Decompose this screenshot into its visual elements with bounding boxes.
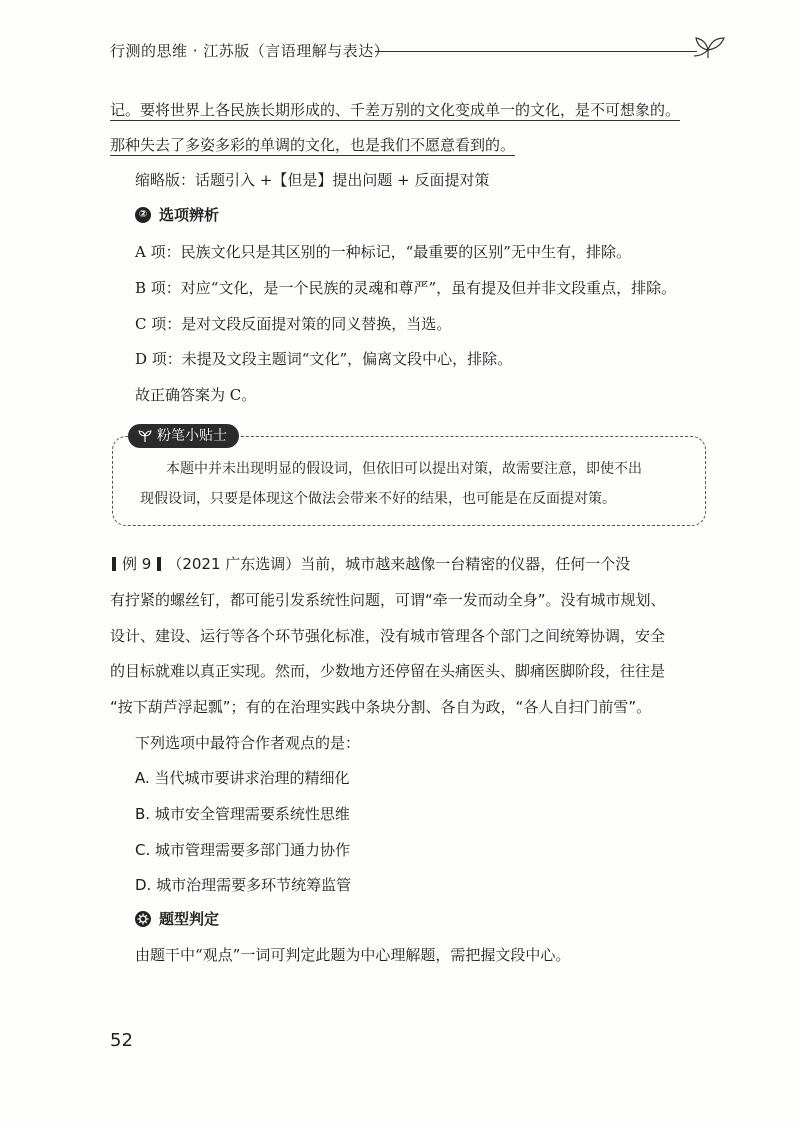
example-bracket-right (157, 557, 161, 571)
tip-line-1: 本题中并未出现明显的假设词，但依旧可以提出对策，故需要注意，即使不出 (166, 461, 642, 477)
option-analysis-b: B 项：对应“文化，是一个民族的灵魂和尊严”，虽有提及但并非文段重点，排除。 (135, 279, 677, 297)
tip-badge (128, 424, 239, 448)
summary-line: 缩略版：话题引入 +【但是】提出问题 + 反面提对策 (135, 171, 490, 189)
page-number: 52 (110, 1030, 133, 1051)
header-rule (375, 51, 697, 52)
option-analysis-c: C 项：是对文段反面提对策的同义替换，当选。 (135, 315, 452, 333)
choice-d: D. 城市治理需要多环节统筹监管 (135, 876, 352, 894)
leaf-icon (138, 429, 152, 443)
passage-line-1 (110, 98, 680, 122)
passage-line-2 (110, 133, 515, 157)
analysis-circle-icon: ② (135, 207, 151, 223)
example-label: 例 9 (122, 555, 152, 573)
passage-line-1-text: 记。要将世界上各民族长期形成的、千差万别的文化变成单一的文化，是不可想象的。 (110, 101, 681, 119)
example-line-1-text: （2021 广东选调）当前，城市越来越像一台精密的仪器，任何一个没 (167, 555, 631, 573)
analysis-heading-text: 选项辨析 (159, 206, 220, 224)
tip-box (112, 436, 706, 526)
passage-line-2-text: 那种失去了多姿多彩的单调的文化，也是我们不愿意看到的。 (110, 136, 516, 154)
choice-b: B. 城市安全管理需要系统性思维 (135, 805, 350, 823)
example-line-2: 有拧紧的螺丝钉，都可能引发系统性问题，可谓“牵一发而动全身”。没有城市规划、 (110, 591, 666, 609)
answer-line: 故正确答案为 C。 (135, 386, 257, 404)
sprout-icon (692, 34, 728, 62)
option-analysis-a: A 项：民族文化只是其区别的一种标记，“最重要的区别”无中生有，排除。 (135, 243, 631, 261)
judgement-heading-text: 题型判定 (159, 910, 220, 928)
example-line-5: “按下葫芦浮起瓢”；有的在治理实践中条块分割、各自为政，“各人自扫门前雪”。 (110, 698, 652, 716)
example-line-3: 设计、建设、运行等各个环节强化标准，没有城市管理各个部门之间统筹协调，安全 (110, 627, 666, 645)
choice-c: C. 城市管理需要多部门通力协作 (135, 841, 351, 859)
gear-icon (135, 911, 151, 927)
example-line-4: 的目标就难以真正实现。然而，少数地方还停留在头痛医头、脚痛医脚阶段，往往是 (110, 662, 666, 680)
judgement-heading (135, 908, 219, 929)
option-analysis-d: D 项：未提及文段主题词“文化”，偏离文段中心，排除。 (135, 350, 513, 368)
analysis-heading (135, 204, 219, 225)
choice-a: A. 当代城市要讲求治理的精细化 (135, 769, 350, 787)
header-title: 行测的思维 · 江苏版（言语理解与表达） (110, 42, 390, 60)
tip-badge-label: 粉笔小贴士 (157, 428, 227, 444)
running-header (110, 38, 720, 68)
judgement-text: 由题干中“观点”一词可判定此题为中心理解题，需把握文段中心。 (135, 946, 571, 964)
example-line-1 (110, 552, 630, 576)
example-bracket-left (112, 557, 116, 571)
question-stem: 下列选项中最符合作者观点的是： (135, 734, 361, 752)
tip-line-2: 现假设词，只要是体现这个做法会带来不好的结果，也可能是在反面提对策。 (140, 491, 616, 507)
